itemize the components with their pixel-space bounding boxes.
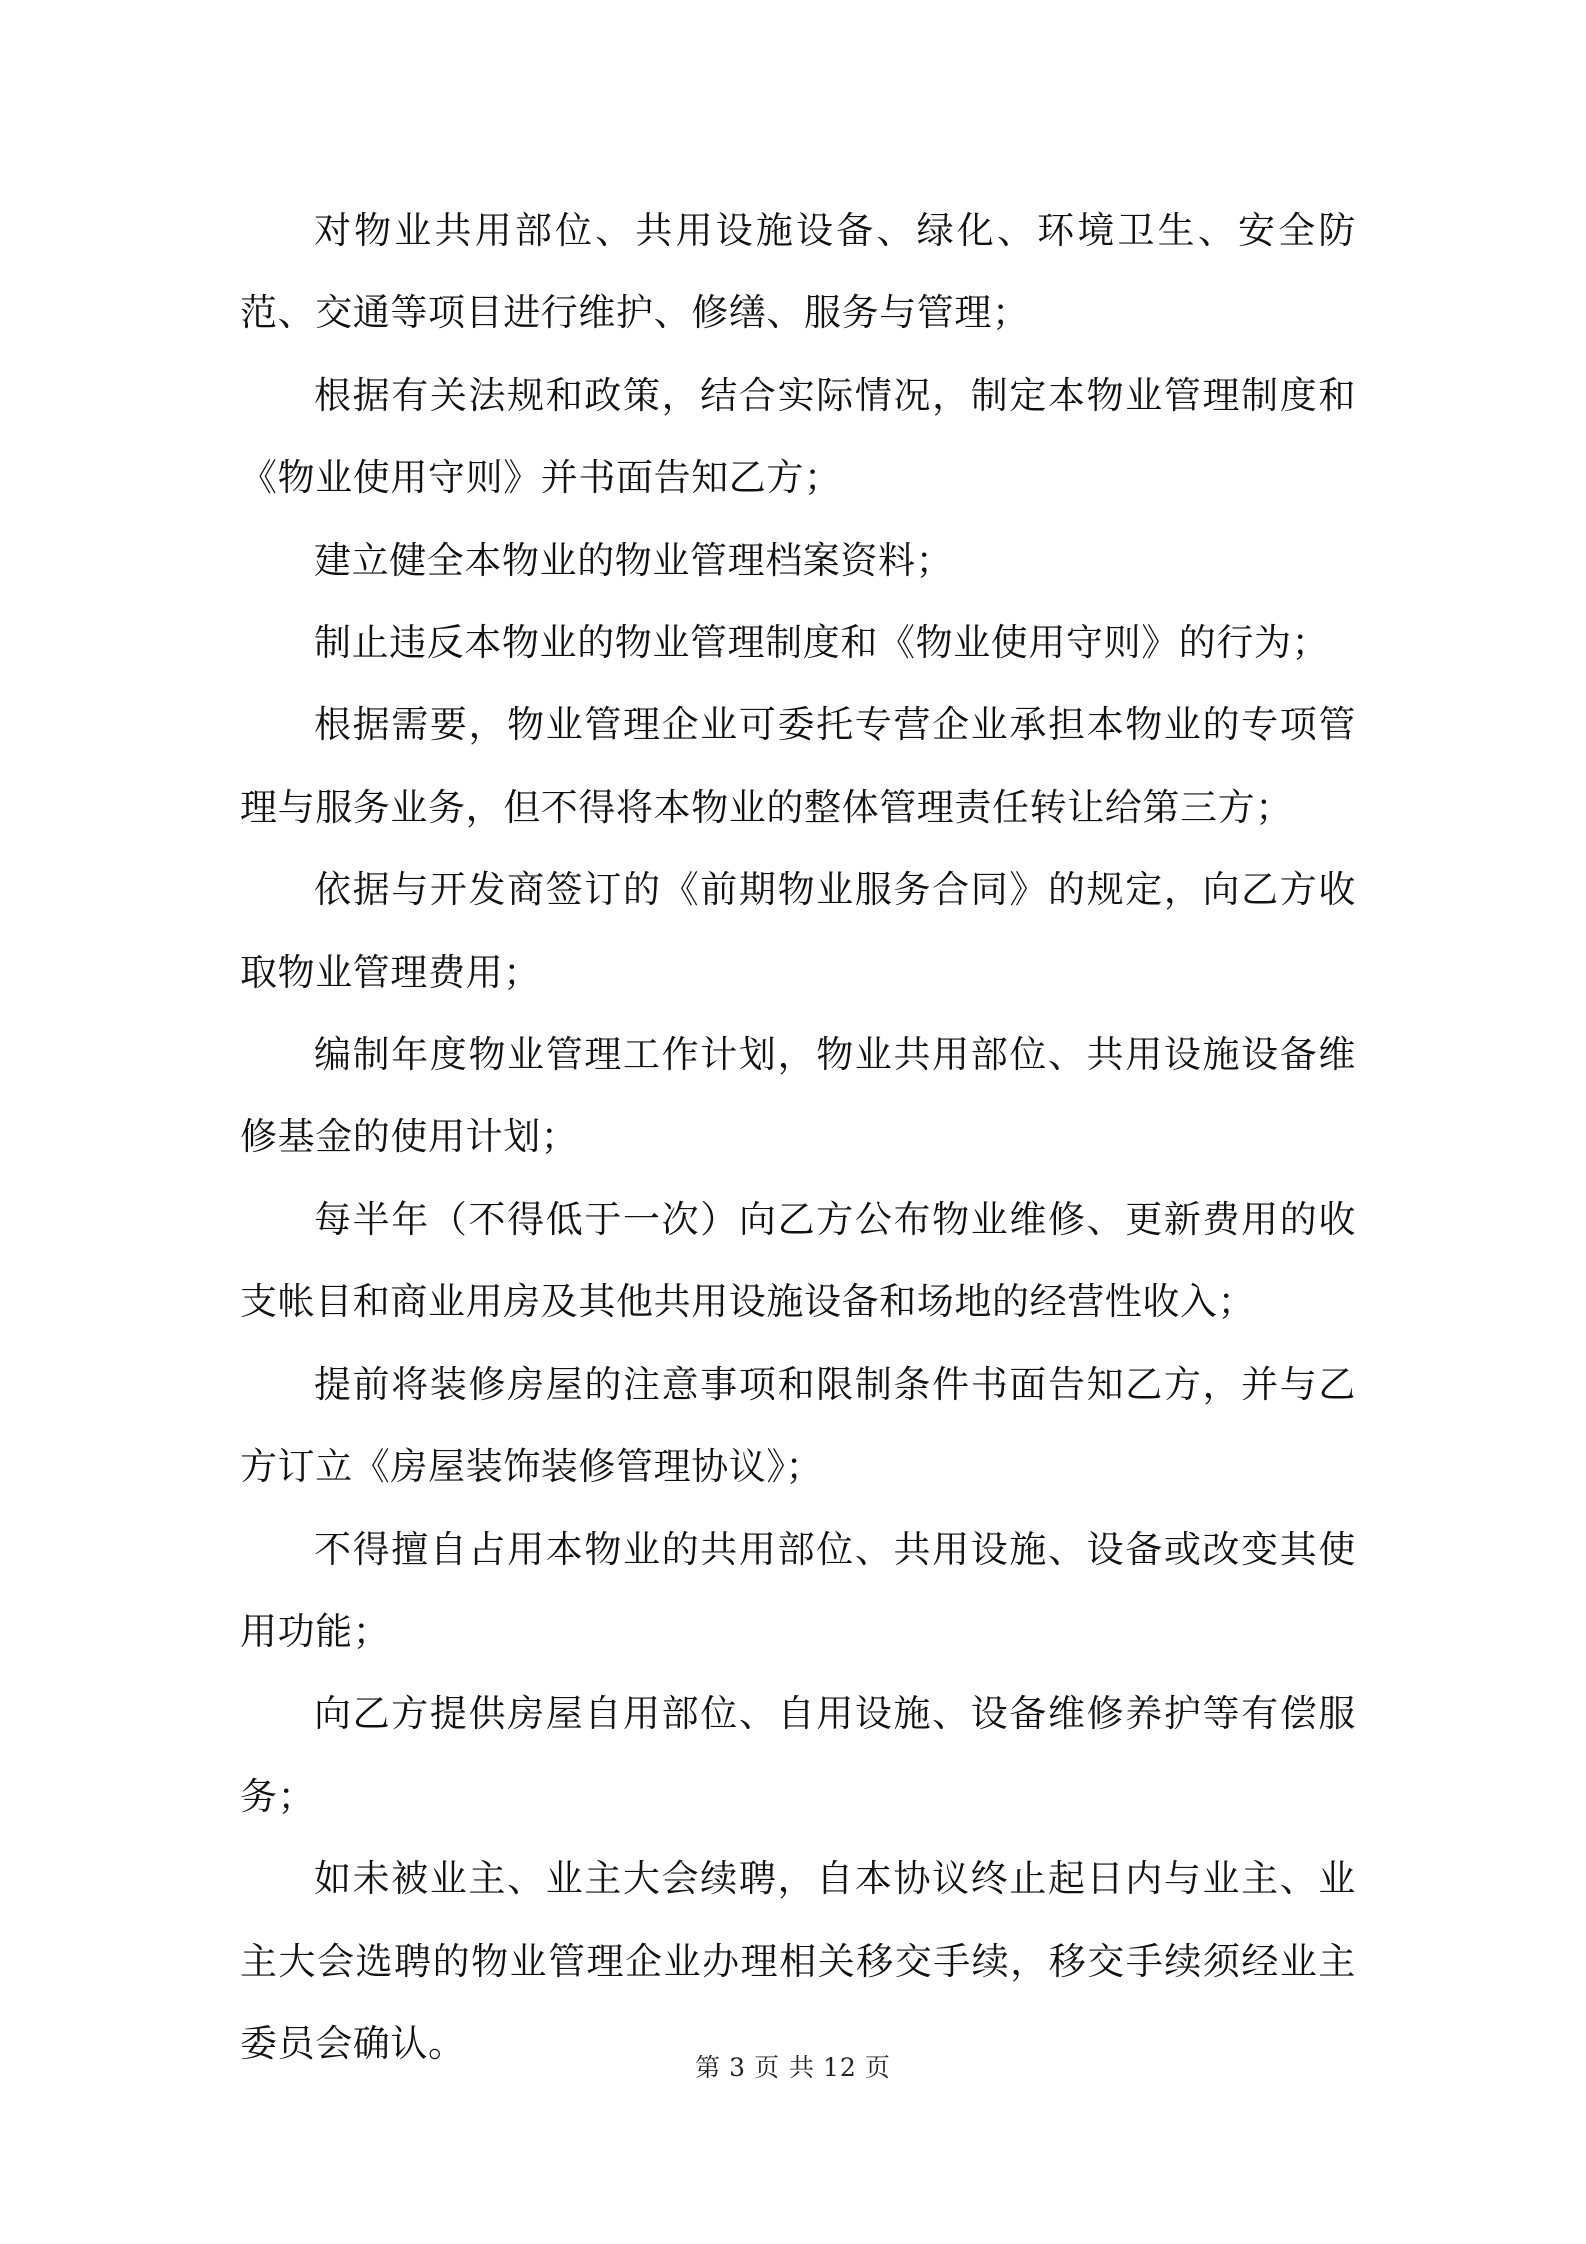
footer-middle: 页 共 xyxy=(754,2053,816,2082)
paragraph: 制止违反本物业的物业管理制度和《物业使用守则》的行为； xyxy=(314,621,1330,665)
paragraph: 对物业共用部位、共用设施设备、绿化、环境卫生、安全防范、交通等项目进行维护、修缮、服务与管理； xyxy=(240,209,1356,335)
page-footer xyxy=(0,2048,1586,2084)
footer-total-pages: 12 xyxy=(823,2053,857,2082)
paragraph: 不得擅自占用本物业的共用部位、共用设施、设备或改变其使用功能； xyxy=(240,1527,1356,1653)
paragraph: 提前将装修房屋的注意事项和限制条件书面告知乙方，并与乙方订立《房屋装饰装修管理协议》； xyxy=(240,1362,1356,1489)
footer-suffix: 页 xyxy=(864,2053,891,2082)
paragraph: 建立健全本物业的物业管理档案资料； xyxy=(314,538,954,582)
paragraph: 根据有关法规和政策，结合实际情况，制定本物业管理制度和《物业使用守则》并书面告知乙方； xyxy=(240,373,1356,500)
paragraph: 根据需要，物业管理企业可委托专营企业承担本物业的专项管理与服务业务，但不得将本物业的整体管理责任转让给第三方； xyxy=(240,703,1356,829)
paragraph: 每半年（不得低于一次）向乙方公布物业维修、更新费用的收支帐目和商业用房及其他共用设施设备和场地的经营性收入； xyxy=(240,1197,1356,1324)
document-body xyxy=(240,190,1356,2085)
footer-prefix: 第 xyxy=(695,2053,722,2082)
footer-current-page: 3 xyxy=(729,2053,747,2082)
paragraph: 如未被业主、业主大会续聘，自本协议终止起日内与业主、业主大会选聘的物业管理企业办理相关移交手续，移交手续须经业主委员会确认。 xyxy=(240,1857,1356,2065)
paragraph: 向乙方提供房屋自用部位、自用设施、设备维修养护等有偿服务； xyxy=(240,1692,1356,1818)
paragraph: 编制年度物业管理工作计划，物业共用部位、共用设施设备维修基金的使用计划； xyxy=(240,1033,1356,1159)
paragraph: 依据与开发商签订的《前期物业服务合同》的规定，向乙方收取物业管理费用； xyxy=(240,868,1356,994)
